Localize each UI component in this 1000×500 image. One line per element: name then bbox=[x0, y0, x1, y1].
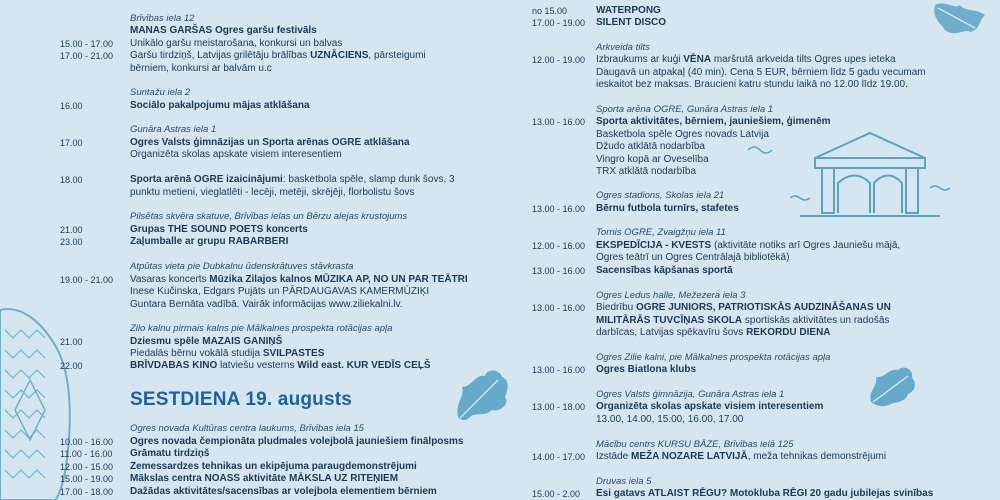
entry-description: Piedalās bērnu vokālā studija bbox=[130, 348, 263, 359]
entry-text bbox=[130, 13, 475, 25]
entry-text bbox=[596, 414, 941, 426]
event-time: 13.00 - 16.00 bbox=[532, 365, 586, 375]
event-title: Zaļumballe ar grupu RABARBERI bbox=[130, 236, 289, 247]
entry-description: Daugavā un atpakaļ (40 min). Cena 5 EUR, bērniem līdz 5 gadu vecumam bbox=[596, 67, 926, 78]
event-title: Bērnu futbola turnīrs, stafetes bbox=[596, 203, 739, 214]
venue-name: Suntažu iela 2 bbox=[130, 87, 191, 98]
entry-text bbox=[596, 352, 941, 364]
entry-text bbox=[130, 224, 475, 236]
event-highlight: MEŽA NOZARE LATVIJĀ bbox=[631, 451, 748, 462]
entry-description: ieskaitot bez maksas. Braucieni katru stundu laikā no 12.00 līdz 19.00. bbox=[596, 79, 908, 90]
entry-description: Biedrību bbox=[596, 302, 637, 313]
entry-description: Ogres teātrī un Ogres Centrālajā bibliotēkā) bbox=[596, 252, 790, 263]
entry-text bbox=[130, 436, 475, 448]
venue-name: Ogres stadions, Skolas iela 21 bbox=[596, 190, 725, 201]
entry-text bbox=[130, 38, 475, 50]
entry-text bbox=[130, 461, 475, 473]
event-time: 12.00 - 15.00 bbox=[60, 462, 114, 472]
entry-text bbox=[596, 290, 941, 302]
entry-text bbox=[130, 423, 475, 435]
entry-text bbox=[130, 100, 475, 112]
event-highlight: UZNĀCIENS bbox=[310, 50, 369, 61]
event-title: MANAS GARŠAS Ogres garšu festivāls bbox=[130, 25, 317, 36]
event-time: 17.00 - 21.00 bbox=[60, 51, 114, 61]
event-time: 13.00 - 16.00 bbox=[532, 303, 586, 313]
venue-name: Ogres Valsts ģimnāzija, Gunāra Astras iela 1 bbox=[596, 389, 785, 400]
entry-text bbox=[596, 364, 941, 376]
event-time: 11.00 - 16.00 bbox=[60, 449, 113, 459]
event-highlight: REKORDU DIENA bbox=[746, 327, 831, 338]
entry-description: punktu metieni, vieglatlēti - lecēji, metēji, skrējēji, florbolistu šovs bbox=[130, 187, 415, 198]
entry-text bbox=[130, 187, 475, 199]
entry-text bbox=[596, 389, 941, 401]
day-heading-saturday: SESTDIENA 19. augusts bbox=[130, 389, 353, 410]
entry-text bbox=[130, 174, 475, 186]
entry-text bbox=[130, 124, 475, 136]
entry-description: Basketbola spēle Ogres novads Latvija bbox=[596, 129, 769, 140]
event-time: 17.00 bbox=[60, 138, 83, 148]
entry-text bbox=[130, 448, 475, 460]
entry-text bbox=[130, 50, 475, 62]
entry-text bbox=[596, 79, 941, 91]
event-time: 13.00 - 16.00 bbox=[532, 204, 586, 214]
entry-text bbox=[130, 63, 475, 75]
entry-text bbox=[596, 327, 941, 339]
entry-description: Unikālo garšu meistarošana, konkursi un balvas bbox=[130, 38, 343, 49]
event-time: 13.00 - 16.00 bbox=[532, 266, 586, 276]
event-time: 15.00 - 17.00 bbox=[60, 39, 114, 49]
entry-text bbox=[130, 87, 475, 99]
event-time: 13.00 - 16.00 bbox=[532, 117, 586, 127]
entry-text bbox=[596, 42, 941, 54]
entry-description-continued: : basketbola spēle, slamp dunk šovs, 3 bbox=[282, 174, 455, 185]
event-time: 21.00 bbox=[60, 225, 83, 235]
event-title: Dziesmu spēle MAZAIS GANIŅŠ bbox=[130, 336, 283, 347]
venue-name: Sporta arēna OGRE, Gunāra Astras iela 1 bbox=[596, 104, 774, 115]
entry-text bbox=[130, 286, 475, 298]
event-time: 14.00 - 17.00 bbox=[532, 452, 586, 462]
entry-text bbox=[596, 401, 941, 413]
entry-text bbox=[596, 488, 941, 500]
entry-text bbox=[596, 17, 941, 29]
event-title: EKSPEDĪCIJA - KVESTS bbox=[596, 240, 712, 251]
event-time: 23.00 bbox=[60, 237, 83, 247]
event-highlight: SVILPASTES bbox=[262, 348, 325, 359]
entry-description: bērniem, konkursi ar balvām u.c bbox=[130, 63, 272, 74]
venue-name: Gunāra Astras iela 1 bbox=[130, 124, 217, 135]
event-time: 15.00 - 19.00 bbox=[60, 474, 114, 484]
event-time: no 15.00 bbox=[532, 6, 568, 16]
event-title: Sacensības kāpšanas sportā bbox=[596, 265, 733, 276]
event-time: 19.00 - 21.00 bbox=[60, 275, 114, 285]
entry-description: Guntara Bernāta vadībā. Vairāk informācijas www.ziliekalni.lv. bbox=[130, 299, 403, 310]
event-highlight-continued: Wild east. KUR VEDĪS CEĻŠ bbox=[297, 360, 431, 371]
entry-text bbox=[596, 104, 941, 116]
event-time: 13.00 - 18.00 bbox=[532, 402, 586, 412]
entry-text bbox=[130, 486, 475, 498]
entry-description: Vasaras koncerts bbox=[130, 274, 210, 285]
event-title: Zemessardzes tehnikas un ekipējuma paraugdemonstrējumi bbox=[130, 461, 417, 472]
entry-text bbox=[596, 67, 941, 79]
entry-text bbox=[596, 190, 941, 202]
entry-description: Izstāde bbox=[596, 451, 632, 462]
entry-description-continued: , meža tehnikas demonstrējumi bbox=[747, 451, 887, 462]
entry-description: darbīcas, Latvijas spēkavīru šovs bbox=[596, 327, 747, 338]
entry-text bbox=[130, 25, 475, 37]
event-time: 17.00 - 19.00 bbox=[532, 18, 586, 28]
event-title: Dažādas aktivitātes/sacensības ar volejbola elementiem bērniem bbox=[130, 486, 437, 497]
entry-description: 13.00, 14.00, 15.00, 16.00, 17.00 bbox=[596, 414, 744, 425]
entry-text bbox=[596, 141, 941, 153]
event-title: MILITĀRĀS TUVCĪŅAS SKOLA bbox=[596, 315, 743, 326]
venue-name: Brīvības iela 12 bbox=[130, 13, 195, 24]
event-time: 16.00 bbox=[60, 101, 83, 111]
event-title: SILENT DISCO bbox=[596, 17, 667, 28]
event-title: Sociālo pakalpojumu mājas atklāšana bbox=[130, 100, 310, 111]
event-title: Organizēta skolas apskate visiem interesentiem bbox=[596, 401, 824, 412]
entry-text bbox=[130, 274, 475, 286]
entry-text bbox=[130, 323, 475, 335]
event-time: 12.00 - 19.00 bbox=[532, 55, 586, 65]
venue-name: Zilo kalnu pirmais kalns pie Mālkalnes prospekta rotācijas apļa bbox=[130, 323, 393, 334]
entry-text bbox=[130, 236, 475, 248]
event-time: 22.00 bbox=[60, 361, 83, 371]
event-time: 15.00 - 2.00 bbox=[532, 489, 581, 499]
event-title: Grupas THE SOUND POETS koncerts bbox=[130, 224, 308, 235]
entry-text bbox=[596, 227, 941, 239]
venue-name: Pilsētas skvēra skatuve, Brīvības ielas un Bērzu alejas krustojums bbox=[130, 211, 408, 222]
entry-text bbox=[596, 54, 941, 66]
entry-text bbox=[130, 348, 475, 360]
entry-description: Vingro kopā ar Oveselība bbox=[596, 154, 709, 165]
entry-description: Džudo atklātā nodarbība bbox=[596, 141, 705, 152]
entry-text bbox=[596, 265, 941, 277]
event-time: 17.00 - 18.00 bbox=[60, 487, 114, 497]
entry-text bbox=[596, 240, 941, 252]
event-title: BRĪVDABAS KINO bbox=[130, 360, 218, 371]
event-time: 12.00 - 16.00 bbox=[532, 241, 586, 251]
venue-name: Ogres novada Kultūras centra laukums, Brīvības iela 15 bbox=[130, 423, 364, 434]
event-highlight: OGRE JUNIORS, PATRIOTISKĀS AUDZINĀŠANAS UN bbox=[636, 302, 891, 313]
event-title: Ogres novada čempionāta pludmales volejbolā jauniešiem finālposms bbox=[130, 436, 464, 447]
event-time: 18.00 bbox=[60, 175, 83, 185]
entry-text bbox=[596, 451, 941, 463]
event-title: Grāmatu tirdziņš bbox=[130, 448, 210, 459]
entry-text bbox=[596, 129, 941, 141]
venue-name: Ogres Ledus halle, Mežezera iela 3 bbox=[596, 290, 746, 301]
event-title: Sporta aktivitātes, bērniem, jauniešiem, ģimenēm bbox=[596, 116, 831, 127]
entry-description-continued: latviešu vesterns bbox=[217, 360, 298, 371]
event-title: Mākslas centra NOASS aktivitāte MĀKSLA UZ RITEŅIEM bbox=[130, 473, 399, 484]
entry-text bbox=[596, 5, 941, 17]
entry-text bbox=[130, 336, 475, 348]
venue-name: Atpūtas vieta pie Dubkalnu ūdenskrātuves stāvkrasta bbox=[130, 261, 354, 272]
event-title: Sporta arēnā OGRE izaicinājumi bbox=[130, 174, 283, 185]
event-highlight: VĒNA bbox=[683, 54, 712, 65]
event-title: Esi gatavs ATLAIST RĒGU? Motokluba RĒGI 20 gadu jubilejas svinības bbox=[596, 488, 934, 499]
entry-text bbox=[596, 252, 941, 264]
venue-name: Tornis OGRE, Zvaigžņu iela 11 bbox=[596, 227, 726, 238]
entry-description: Inese Kučinska, Edgars Pujāts un PĀRDAUGAVAS KAMERMŪZIĶI bbox=[130, 286, 430, 297]
entry-text bbox=[130, 261, 475, 273]
entry-text bbox=[130, 360, 475, 372]
entry-text bbox=[596, 302, 941, 314]
entry-text bbox=[596, 154, 941, 166]
entry-description: Organizēta skolas apskate visiem interesentiem bbox=[130, 149, 342, 160]
event-highlight: Mūzika Zilajos kalnos MŪZIKA AP, NO UN PAR TEĀTRI bbox=[209, 274, 468, 285]
venue-name: Mācību centrs KURSU BĀZE, Brīvības ielā 125 bbox=[596, 439, 794, 450]
event-time: 10.00 - 16.00 bbox=[60, 437, 114, 447]
entry-text bbox=[596, 315, 941, 327]
venue-name: Arkveida tilts bbox=[596, 42, 650, 53]
entry-text bbox=[130, 473, 475, 485]
entry-text bbox=[596, 476, 941, 488]
entry-text bbox=[596, 116, 941, 128]
entry-text bbox=[130, 137, 475, 149]
event-time: 21.00 bbox=[60, 337, 83, 347]
event-title: Ogres Biatlona klubs bbox=[596, 364, 697, 375]
entry-description: Garšu tirdziņš, Latvijas grilētāju brālības bbox=[130, 50, 311, 61]
entry-text bbox=[130, 211, 475, 223]
entry-description: TRX atklātā nodarbība bbox=[596, 166, 697, 177]
entry-text bbox=[130, 299, 475, 311]
entry-description: Izbraukums ar kuģi bbox=[596, 54, 684, 65]
entry-description-continued: (aktivitāte notiks arī Ogres Jauniešu mājā, bbox=[711, 240, 901, 251]
entry-text bbox=[596, 439, 941, 451]
entry-description-continued: maršrutā arkveida tilts Ogres upes ieteka bbox=[711, 54, 896, 65]
entry-text bbox=[130, 149, 475, 161]
event-title: Ogres Valsts ģimnāzijas un Sporta arēnas OGRE atklāšana bbox=[130, 137, 410, 148]
entry-description-continued: sportiskās aktivitātes un radošās bbox=[742, 315, 890, 326]
venue-name: Druvas iela 5 bbox=[596, 476, 652, 487]
entry-text bbox=[596, 166, 941, 178]
venue-name: Ogres Zilie kalni, pie Mālkalnes prospekta rotācijas apļa bbox=[596, 352, 831, 363]
event-title: WATERPONG bbox=[596, 5, 661, 16]
entry-text bbox=[596, 203, 941, 215]
entry-description-continued: , pārsteigumi bbox=[368, 50, 426, 61]
